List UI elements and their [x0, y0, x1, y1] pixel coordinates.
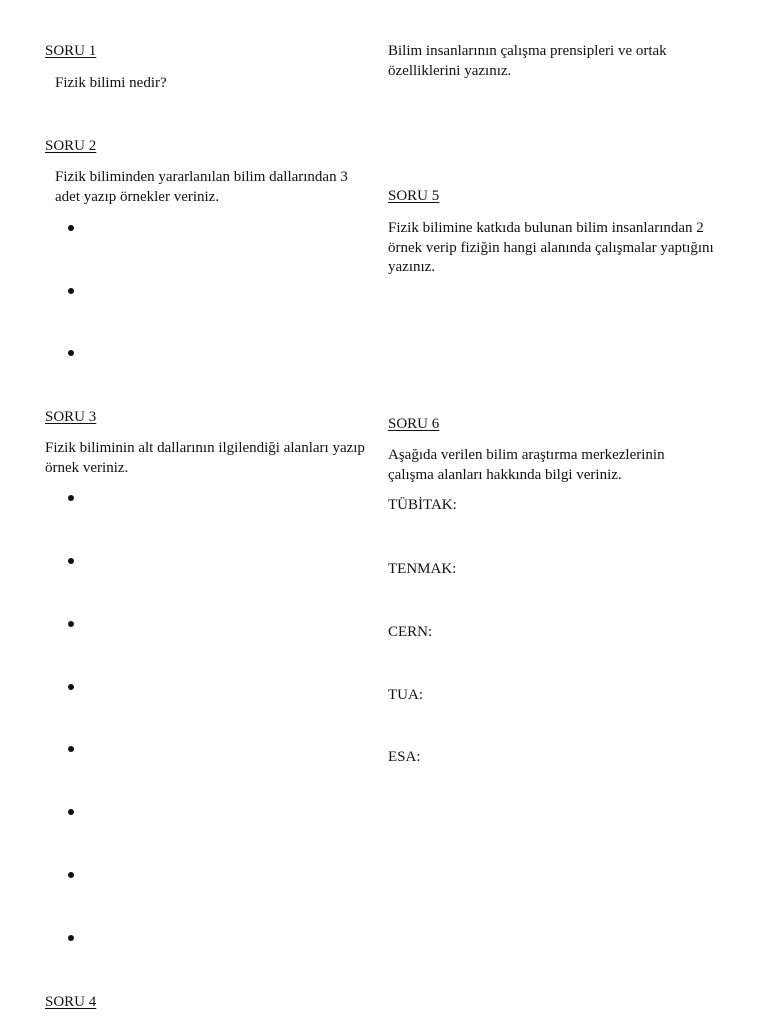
list-bullet — [68, 872, 76, 880]
list-bullet — [68, 558, 76, 566]
soru-6-heading: SORU 6 — [388, 416, 440, 432]
list-bullet — [68, 495, 76, 503]
cern-label: CERN: — [388, 624, 433, 640]
tenmak-label: TENMAK: — [388, 561, 457, 577]
list-bullet — [68, 809, 76, 817]
soru-4-heading: SORU 4 — [45, 994, 97, 1010]
list-bullet — [68, 621, 76, 629]
soru-5-text: Fizik bilimine katkıda bulunan bilim insanlarından 2 örnek verip fiziğin hangi alanında çalışmalar yaptığını yazınız. — [388, 220, 714, 275]
tubitak-label: TÜBİTAK: — [388, 497, 457, 513]
list-bullet — [68, 935, 76, 943]
list-bullet — [68, 350, 76, 358]
soru-3-text: Fizik biliminin alt dallarının ilgilendiği alanları yazıp örnek veriniz. — [45, 440, 365, 476]
list-bullet — [68, 684, 76, 692]
soru-4-text: Bilim insanlarının çalışma prensipleri ve ortak özelliklerini yazınız. — [388, 43, 667, 79]
soru-1-text: Fizik bilimi nedir? — [55, 75, 167, 91]
soru-1-heading: SORU 1 — [45, 43, 97, 59]
esa-label: ESA: — [388, 749, 421, 765]
list-bullet — [68, 746, 76, 754]
soru-2-heading: SORU 2 — [45, 138, 97, 154]
soru-2-text: Fizik biliminden yararlanılan bilim dallarından 3 adet yazıp örnekler veriniz. — [55, 169, 348, 205]
soru-3-heading: SORU 3 — [45, 409, 97, 425]
soru-6-text: Aşağıda verilen bilim araştırma merkezlerinin çalışma alanları hakkında bilgi veriniz. — [388, 447, 665, 483]
list-bullet — [68, 288, 76, 296]
list-bullet — [68, 225, 76, 233]
tua-label: TUA: — [388, 687, 423, 703]
soru-5-heading: SORU 5 — [388, 188, 440, 204]
